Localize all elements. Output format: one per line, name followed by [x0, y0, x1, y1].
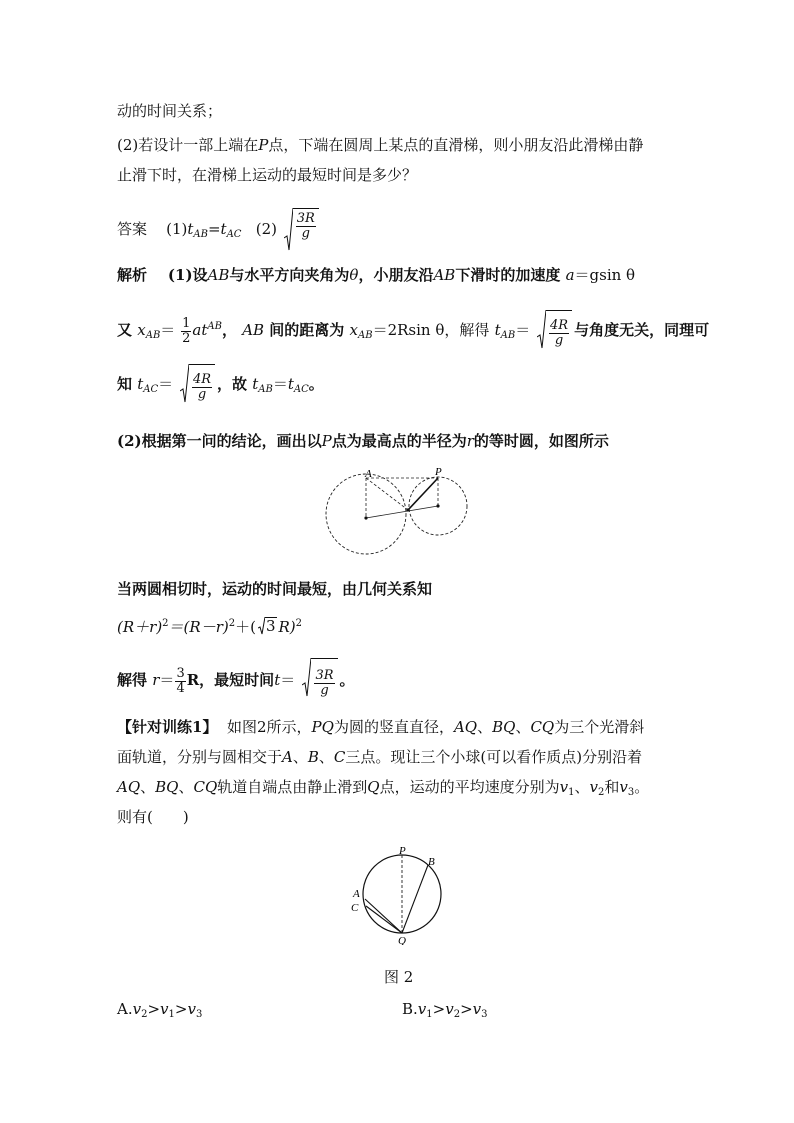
answer-line: 答案 $(1)t_{AB}=t_{AC}$ (2) $\frac{3R}{g}$ — [117, 208, 321, 252]
option-a[interactable]: $A.v_2>v_1>v_3$ — [117, 1000, 203, 1020]
option-b[interactable]: $B.v_1>v_2>v_3$ — [402, 1000, 488, 1020]
result-line: 解得 r＝ $\frac{3}{4}$ R，最短时间t＝ $\frac{3R}{g}$ 。 — [117, 658, 355, 704]
fig2-label-C: C — [351, 902, 359, 914]
fig2-label-B: B — [428, 856, 435, 868]
figure-2-caption: 图 2 — [384, 968, 414, 986]
solution-line-2: 又 $x_{AB}=$ $\frac{1}{2}$ $at^{AB}$， AB 间的距离为 $x_{AB}=2Rsin$ θ，解得 $t_{AB}=$ $\frac{4R}{g}$ 与角度无关，同理可 — [117, 310, 709, 352]
tangent-condition-line: 当两圆相切时，运动的时间最短，由几何关系知 — [117, 580, 433, 598]
geometry-equation: $(R+r)^2=(R-r)^2+$( 3 R)$^2$ — [117, 617, 303, 636]
solution-line-3: 知 $t_{AC}=$ $\frac{4R}{g}$ ，故 $t_{AB}=t_{AC}$。 — [117, 364, 324, 406]
fig1-label-A: A — [365, 468, 372, 480]
sqrt-4R-over-g-ac: $\frac{4R}{g}$ — [180, 364, 215, 406]
sqrt-3R-over-g-result: $\frac{3R}{g}$ — [302, 658, 337, 704]
sqrt-4R-over-g: $\frac{4R}{g}$ — [537, 310, 572, 352]
equal-time-circles-figure — [325, 462, 470, 562]
solution-line-1: 解析 (1)设AB与水平方向夹角为θ，小朋友沿AB下滑时的加速度 a＝gsin θ — [117, 266, 636, 284]
fraction-three-quarters: $\frac{3}{4}$ — [176, 665, 185, 696]
solution-part-2-line: (2)根据第一问的结论，画出以P点为最高点的半径为r的等时圆，如图所示 — [117, 432, 609, 450]
question-2-line-2: 止滑下时，在滑梯上运动的最短时间是多少？ — [117, 166, 418, 184]
sqrt-3R-over-g: $\frac{3R}{g}$ — [284, 208, 319, 252]
fig2-label-P: P — [399, 845, 406, 857]
question-continued-line: 动的时间关系； — [117, 102, 223, 120]
figure-2-circle-diagram — [345, 845, 445, 945]
fig2-label-Q: Q — [398, 935, 406, 945]
training-1-line-1: 【针对训练1】 如图2所示，PQ为圆的竖直直径，AQ、BQ、CQ为三个光滑斜 — [117, 718, 645, 736]
fraction-one-half: $\frac{1}{2}$ — [182, 315, 191, 346]
training-1-line-3: AQ、BQ、CQ轨道自端点由静止滑到Q点，运动的平均速度分别为$v_1$、$v_2$和$v_3$。 — [117, 778, 650, 798]
fig2-label-A: A — [353, 888, 360, 900]
training-1-line-2: 面轨道，分别与圆相交于A、B、C三点。现让三个小球(可以看作质点)分别沿着 — [117, 748, 643, 766]
fig1-label-P: P — [435, 466, 442, 478]
sqrt-3: 3 — [258, 617, 277, 635]
question-2-line-1: (2)若设计一部上端在P点，下端在圆周上某点的直滑梯，则小朋友沿此滑梯由静 — [117, 136, 644, 154]
training-1-line-4: 则有( ) — [117, 808, 189, 826]
